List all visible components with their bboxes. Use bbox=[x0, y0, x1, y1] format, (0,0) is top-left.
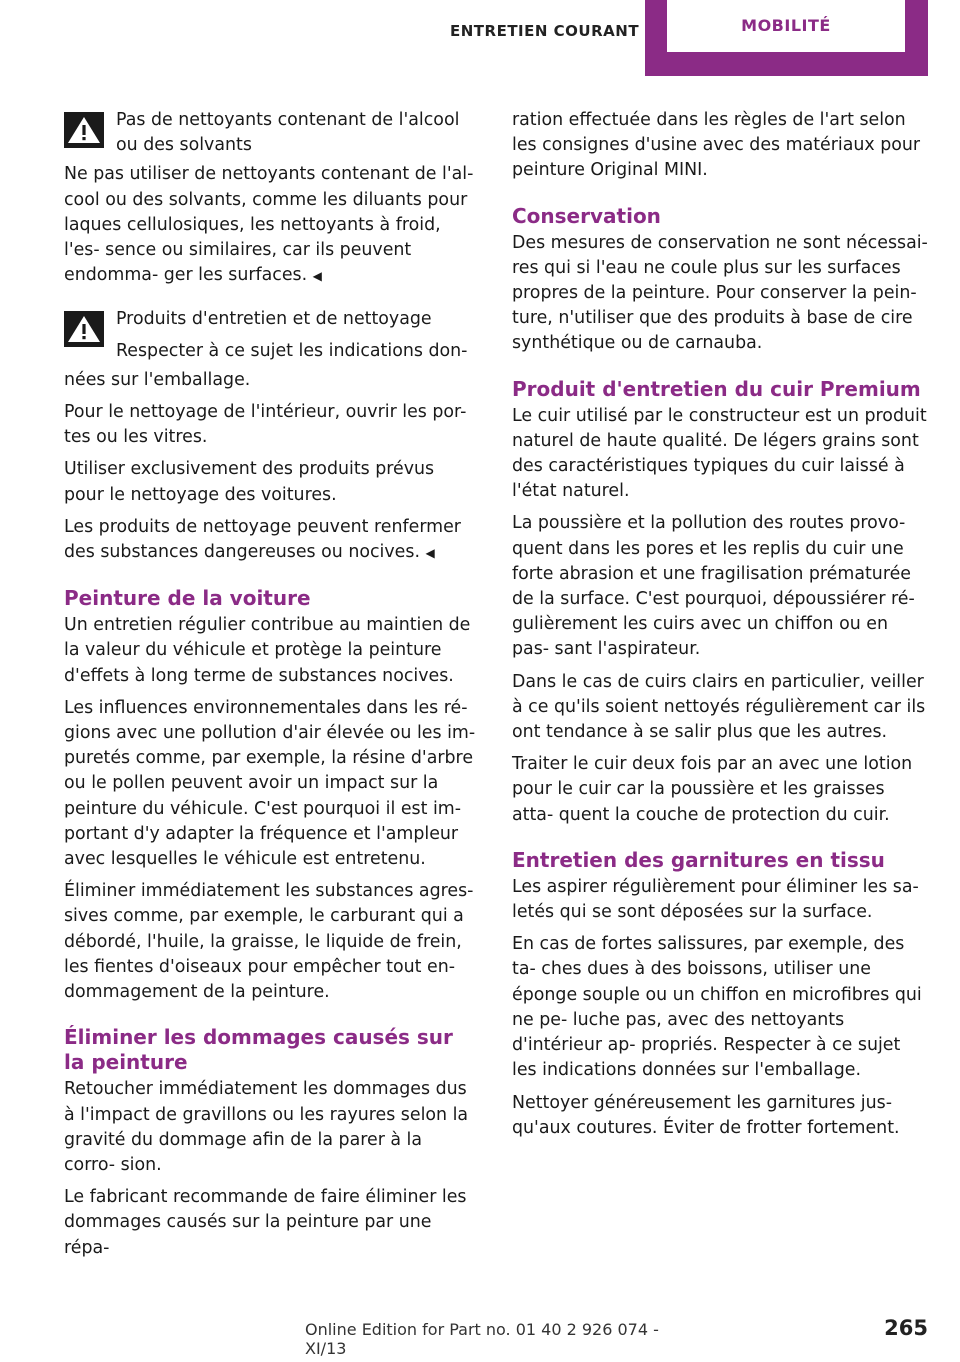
warning-block-alcohol bbox=[64, 108, 476, 158]
section-heading-fabric: Entretien des garnitures en tissu bbox=[512, 847, 885, 872]
chapter-tab bbox=[645, 0, 928, 76]
end-triangle-icon: ◀ bbox=[312, 269, 322, 284]
paragraph-text: Les produits de nettoyage peuvent renfermer des substances dangereuses ou nocives. bbox=[64, 516, 461, 563]
paragraph: Utiliser exclusivement des produits prévus pour le nettoyage des voitures. bbox=[64, 459, 435, 505]
paragraph: Le fabricant recommande de faire éliminer les dommages causés sur la peinture par une répa- bbox=[64, 1187, 467, 1258]
left-column bbox=[64, 108, 476, 1268]
end-triangle-icon: ◀ bbox=[425, 546, 435, 561]
paragraph: Retoucher immédiatement les dommages dus à l'impact de gravillons ou les rayures selon la gravité du dommage afin de la parer à la corro- sion. bbox=[64, 1079, 469, 1175]
section-heading-leather: Produit d'entretien du cuir Premium bbox=[512, 376, 921, 401]
paragraph: Éliminer immédiatement les substances agres- sives comme, par exemple, le carburant qui a débordé, l'huile, la graisse, le liquide de frein, les fientes d'oiseaux pour empêcher tout en- dommagement de la peinture. bbox=[64, 881, 474, 1003]
paragraph: Les aspirer régulièrement pour éliminer les sa- letés qui se sont déposées sur la surface. bbox=[512, 876, 919, 923]
right-column bbox=[512, 108, 928, 1148]
warning-body-text: Ne pas utiliser de nettoyants contenant de l'al- cool ou des solvants, comme les diluants pour laques cellulosiques, les nettoyants à froid, l'es- sence ou similaires, car ils peuvent endomma- ger les surfaces. bbox=[64, 164, 474, 286]
warning-title: Produits d'entretien et de nettoyage bbox=[116, 309, 432, 330]
paragraph: Dans le cas de cuirs clairs en particulier, veiller à ce qu'ils soient nettoyés régulièrement car ils ont tendance à se salir plus que les autres. bbox=[512, 671, 926, 743]
warning-triangle-icon bbox=[64, 311, 104, 347]
warning-body-paragraph bbox=[64, 162, 476, 289]
paragraph-continuation: ration effectuée dans les règles de l'art selon les consignes d'usine avec des matériaux pour peinture Original MINI. bbox=[512, 110, 921, 181]
paragraph: La poussière et la pollution des routes provo- quent dans les pores et les replis du cuir une forte abrasion et une fragilisation prématurée de la surface. C'est pourquoi, dépoussiérer ré- gulièrement les cuirs avec un chiffon ou en pas- sant l'aspirateur. bbox=[512, 513, 915, 660]
section-heading-paint: Peinture de la voiture bbox=[64, 586, 311, 611]
warning-triangle-icon bbox=[64, 112, 104, 148]
page-number: 265 bbox=[884, 1316, 928, 1340]
footer-edition: Online Edition for Part no. 01 40 2 926 074 - XI/13 bbox=[305, 1320, 659, 1358]
paragraph: Des mesures de conservation ne sont nécessai- res qui si l'eau ne coule plus sur les surfaces propres de la peinture. Pour conserver la pein- ture, n'utiliser que des produits à base de cire synthétique ou de carnauba. bbox=[512, 232, 928, 354]
section-heading-damage: Éliminer les dommages causés sur la peinture bbox=[64, 1025, 453, 1075]
paragraph: Traiter le cuir deux fois par an avec une lotion pour le cuir car la poussière et les graisses atta- quent la couche de protection du cuir. bbox=[512, 754, 913, 825]
running-header-section: ENTRETIEN COURANT bbox=[450, 22, 640, 40]
paragraph: Pour le nettoyage de l'intérieur, ouvrir les por- tes ou les vitres. bbox=[64, 402, 467, 448]
paragraph: En cas de fortes salissures, par exemple, des ta- ches dues à des boissons, utiliser une éponge souple ou un chiffon en microfibres qui ne pe- luche pas, avec des nettoyants d'intérieur ap- propriés. Respecter à ce sujet les indications données sur l'emballage. bbox=[512, 934, 922, 1081]
warning-end-paragraph bbox=[64, 515, 476, 566]
warning-title: Pas de nettoyants contenant de l'alcool ou des solvants bbox=[116, 110, 460, 156]
chapter-tab-label: MOBILITÉ bbox=[667, 0, 905, 52]
paragraph: Le cuir utilisé par le constructeur est un produit naturel de haute qualité. De légers grains sont des caractéristiques typiques du cuir laissé à l'état naturel. bbox=[512, 405, 927, 502]
warning-block-cleaning-products bbox=[64, 307, 476, 363]
warning-line: Respecter à ce sujet les indications don- bbox=[116, 340, 468, 361]
paragraph: Nettoyer généreusement les garnitures jus- qu'aux coutures. Éviter de frotter fortement. bbox=[512, 1092, 900, 1138]
warning-continuation: nées sur l'emballage. bbox=[64, 369, 251, 390]
section-heading-conservation: Conservation bbox=[512, 203, 661, 228]
paragraph: Un entretien régulier contribue au maintien de la valeur du véhicule et protège la peinture d'effets à long terme de substances nocives. bbox=[64, 615, 471, 686]
paragraph: Les influences environnementales dans les ré- gions avec une pollution d'air élevée ou les im- puretés comme, par exemple, la résine d'arbre ou le pollen peuvent avoir un impact sur la peinture du véhicule. C'est pourquoi il est im- portant d'y adapter la fréquence et l'ampleur avec lesquelles le véhicule est entretenu. bbox=[64, 697, 476, 870]
